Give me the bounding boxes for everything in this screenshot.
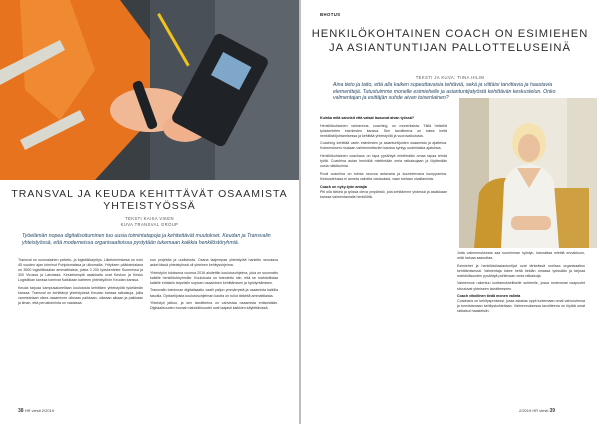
paragraph: Kuinka mitä sanoisit että vatsat lausuvat aivan työssä? xyxy=(320,116,415,120)
subheading: Coach vihollinen tiedä monen valinta xyxy=(457,294,521,299)
right-page xyxy=(301,0,600,424)
paragraph: Yhteistyö jatkuu, ja sen tavoitteena on vahvistaa osaamista entisestään. Digitaalisuuden tuomat mahdollisuudet ovat laajasti kaikkien käytettävissä. xyxy=(150,301,278,311)
paragraph: Yhteistyön tuloksena vuonna 2016 aloitettiin koulutusohjelma, joka on suunnattu kaikille henkilöstöryhmille. Koulutusta on toteutettu niin, että se mahdollistaa kaikille erilaisiin tarpeisiin sopivan osaamisen kehittämisen ja hyödyntämisen. xyxy=(150,270,278,285)
left-page xyxy=(0,0,299,424)
right-article-title: HENKILÖKOHTAINEN COACH ON ESIMIEHEN JA ASIANTUNTIJAN PALLOTTELUSEINÄ xyxy=(311,28,589,55)
paragraph: Esimiehet ja henkilöstöasiantuntijat ovat tärkeässä roolissa organisaation kehittämisessä. Valmentaja tukee heitä heidän omassa työssään ja tarjoaa mahdollisuuden pysähtyä pohtimaan omia ratkaisuja. xyxy=(457,263,585,278)
right-credit: TEKSTI JA KUVA: TIINA HILIM xyxy=(415,75,485,80)
right-column-2 xyxy=(457,251,585,406)
paragraph: Transval on suomalainen palvelu- ja logistiikkayritys. Liiketoimintansa on noin 45 vuoden ajan toiminut Pohjoismaissa ja ulkomailla. Yrityksen päätoimialana on 3500 logistiikkaalan ammattilaista, joista 3 200 työskentelee Suomessa ja 300 Virossa ja Latviassa. Keskeisimpiä asiakkaita ovat Keskon ja Kesko Logistiikan kanssa toimivat Kaikkiaan kahteen yhteistyöhön Keudan kanssa. xyxy=(18,258,143,283)
paragraph: Keuda tarjoaa kampusalueellaan koulutusta kehittäen yhteistyötä työelämän kanssa. Transval on kehittänyt yhteistyössä Keudan kanssa ratkaisuja, joilla varmistetaan oikea osaaminen oikeaan paikkaan, oikeaan aikaan ja paikkaan ja ilman, että perustoiminta on vaarassa. xyxy=(18,285,143,306)
paragraph: Coachaus on kehitysprosessi, jossa asiakas oppii tuntemaan omat vahvuutensa ja tunnistamaan kehityskohteitaan. Valmennuksessa tavoitteena on löytää omat ratkaisut haasteisiin. xyxy=(457,299,585,314)
paragraph: sun projektia ja uudistusta. Osana laajempaa yhteistyötä hankittu seuraava askel tässä yhteistyössä oli yhteinen kehitysohjelma. xyxy=(150,258,278,268)
left-credit-photo: KUVA TRANSVAL GROUP xyxy=(120,222,179,227)
worker-scanner-photo xyxy=(0,0,299,180)
right-folio xyxy=(519,408,555,414)
page-number: 38 xyxy=(18,408,24,414)
page-number: 39 xyxy=(549,408,556,414)
magazine-issue: HR viesti 2/2019 xyxy=(24,408,55,413)
section-kicker: BHOTUS xyxy=(320,12,341,17)
paragraph: Transvalin toiminnan digitalisaatio vaatii paljon ymmärrystä ja osaamista kaikilla tasoilla. Opiskelijoista koulutusohjelman kautta on tullut tärkeitä ammattilaisia. xyxy=(150,288,278,298)
paragraph: Henkilökohtainen coachaus on tapa pysähtyä miettimään omaa tapaa tehdä työtä. Coachina autan henkilöä miettimään omia ratkaisujaan ja löytämään uusia näkökulmia. xyxy=(320,154,447,169)
subheading: Coach on nyky-työn antajia xyxy=(320,184,367,189)
paragraph: Piti olla tärkeä ja työssä oleva ympäristö, jota kehitämme yhdessä ja asiakkaan kanssa valmentamalla henkilöitä. xyxy=(320,189,447,199)
coach-portrait-photo xyxy=(459,98,597,248)
left-article-title: TRANSVAL JA KEUDA KEHITTÄVÄT OSAAMISTA YHTEISTYÖSSÄ xyxy=(11,188,288,212)
portrait-illustration xyxy=(459,98,597,248)
right-column-1 xyxy=(320,116,447,406)
left-column-1 xyxy=(18,258,143,408)
left-lead: Työelämän nopea digitalisoituminen tuo uusia toimintatapoja ja kehitettävät muutokset. Keudan ja Transvalin yhteistyössä, että moderneissa organisaatioissa pystytään tukemaan kaikkia henkilöstöryhmiä. xyxy=(22,233,271,246)
left-credit-text: TEKSTI KAISA VIKEN xyxy=(125,216,174,221)
magazine-issue: 2/2019 HR viesti xyxy=(519,408,549,413)
left-folio xyxy=(18,408,54,414)
paragraph: Valmennus rakentuu luottamukselliselle suhteelle, jossa molemmat osapuolet sitoutuvat yhteiseen tavoitteeseen. xyxy=(457,281,585,291)
paragraph: Coaching kehittää usein esimiesten ja asiantuntijoiden osaamista ja ajattelua. Kokemukseni mukaan valmennettavien kanssa syntyy uudenlaisia ajatuksia. xyxy=(320,141,447,151)
paragraph: Rooli coachina on toimia neuvoa antavana ja kuuntelevana kumppanina. Keskustelussa ei anneta valmiita vastauksia, vaan tuetaan oivaltamista. xyxy=(320,171,447,181)
left-column-2 xyxy=(150,258,278,408)
paragraph: Jotta valmennuksesta saa suurimman hyödyn, kannattaa miettiä ennakkoon, mitä haluaa saavuttaa. xyxy=(457,251,585,261)
paragraph: Henkilökohtainen valmennus, coaching, on monenlaista. Tällä hetkellä työskentelen esimiesten kanssa. Sen tavoitteena on tukea heitä henkilöstöjohtamisessa ja kehittää yhteistyötä ja vuorovaikutusta. xyxy=(320,123,447,138)
right-lead: Aina tieto ja taito, että alla kaiken sopeuttavaisia tehtäviä, sekä ja viittäisi tarvittavia ja haastavia elementtejä. Tutustuimme monelle esimiehelle ja asiantuntijatyöstä kehittävän keskustelun. Onko valmentajan ja esittäjän suhde aivan toisenlainen? xyxy=(333,82,556,102)
worker-scanner-illustration xyxy=(0,0,299,180)
